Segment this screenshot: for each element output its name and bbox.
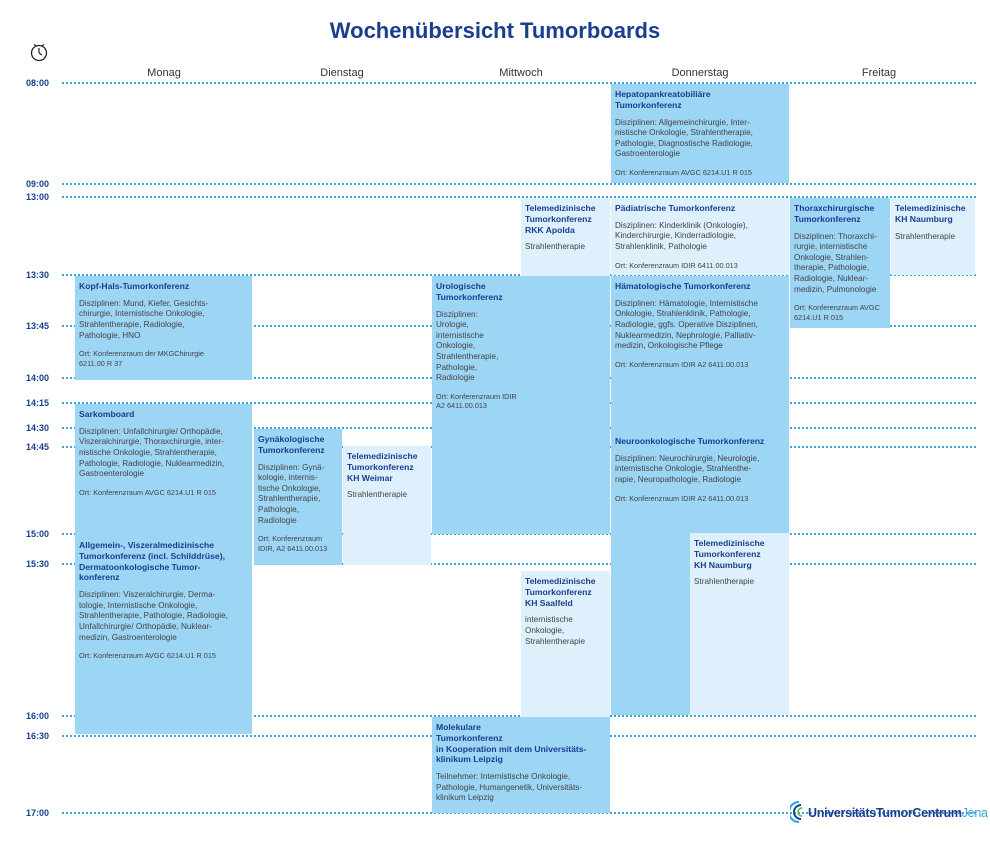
event-disciplines: internistische Onkologie, Strahlentherapie bbox=[525, 615, 586, 646]
grid-line bbox=[62, 82, 976, 84]
logo-text: UniversitätsTumorCentrum bbox=[808, 806, 962, 820]
event-disciplines: Disziplinen: Mund, Kiefer, Gesichts- chirurgie, Internistische Onkologie, Strahlentherapie, Radiologie, Pathologie, HNO bbox=[79, 298, 209, 340]
event-disciplines: Disziplinen: Kinderklinik (Onkologie), Kinderchirurgie, Kinderradiologie, Strahlenklinik, Pathologie bbox=[615, 220, 748, 251]
time-label-1530: 15:30 bbox=[26, 559, 50, 569]
event-disciplines: Strahlentherapie bbox=[895, 231, 956, 241]
event-title: Sarkomboard bbox=[79, 409, 135, 419]
grid-line bbox=[62, 183, 976, 185]
day-header-friday: Freitag bbox=[861, 67, 897, 79]
event-disciplines: Teilnehmer: Internistische Onkologie, Pathologie, Humangenetik, Universitäts- klinikum Leipzig bbox=[436, 772, 583, 803]
event-location: Ort: Konferenzraum AVGC 6214.U1 R 015 bbox=[615, 167, 752, 177]
event-disciplines: Disziplinen: Gynä- kologie, internis- tische Onkologie, Strahlentherapie, Pathologie, Radiologie bbox=[258, 462, 325, 525]
page-title: Wochenübersicht Tumorboards bbox=[329, 18, 661, 43]
logo-suffix: Jena bbox=[961, 806, 988, 820]
clock-icon bbox=[29, 42, 49, 62]
event-title: Telemedizinische Tumorkonferenz KH Naumburg bbox=[694, 538, 765, 570]
event-allgemein-viszeral[interactable] bbox=[75, 535, 252, 734]
event-disciplines: Disziplinen: Unfallchirurgie/ Orthopädie, Viszeralchirurgie, Thoraxchirurgie, inter- nistische Onkologie, Strahlentherapie, Pathologie, Radiologie, Nuklearmedizin, Gastroenterologie bbox=[79, 426, 225, 479]
event-title: Allgemein-, Viszeralmedizinische Tumorkonferenz (incl. Schilddrüse), Dermatoonkologische Tumor- konferenz bbox=[79, 540, 225, 583]
event-location: Ort: Konferenzraum IDIR A2 6411.00.013 bbox=[615, 493, 749, 503]
event-title: Kopf-Hals-Tumorkonferenz bbox=[79, 281, 190, 291]
time-label-1630: 16:30 bbox=[26, 731, 50, 741]
event-disciplines: Strahlentherapie bbox=[347, 490, 408, 500]
day-header-thursday: Donnerstag bbox=[671, 67, 729, 79]
event-disciplines: Strahlentherapie bbox=[525, 242, 586, 252]
time-label-0900: 09:00 bbox=[26, 179, 50, 189]
event-molekulare[interactable] bbox=[432, 717, 610, 813]
event-title: Urologische Tumorkonferenz bbox=[436, 281, 503, 302]
event-location: Ort: Konferenzraum IDIR, A2 6411.00.013 bbox=[258, 534, 328, 553]
event-urologische[interactable] bbox=[432, 276, 610, 534]
time-label-1700: 17:00 bbox=[26, 808, 50, 818]
event-location: Ort: Konferenzraum IDIR A2 6411.00.013 bbox=[436, 391, 517, 411]
event-title: Hämatologische Tumorkonferenz bbox=[615, 281, 751, 291]
event-disciplines: Disziplinen: Viszeralchirurgie, Derma- tologie, Internistische Onkologie, Strahlentherapie, Pathologie, Radiologie, Unfallchirurgie/ Orthopädie, Nuklear- medizin, Gastroenterologie bbox=[79, 590, 228, 642]
day-header-monday: Monag bbox=[147, 67, 181, 79]
event-title: Thoraxchirurgische Tumorkonferenz bbox=[794, 203, 875, 224]
event-paediatrische[interactable] bbox=[611, 198, 789, 275]
event-location: Ort: Konferenzraum AVGC 6214.U1 R 015 bbox=[79, 487, 216, 497]
event-title: Neuroonkologische Tumorkonferenz bbox=[615, 436, 765, 446]
time-label-1415: 14:15 bbox=[26, 398, 50, 408]
event-gynaekologische[interactable] bbox=[254, 429, 342, 565]
time-label-1330: 13:30 bbox=[26, 270, 50, 280]
utc-jena-logo bbox=[790, 800, 988, 826]
event-title: Pädiatrische Tumorkonferenz bbox=[615, 203, 736, 213]
event-thoraxchirurgische[interactable] bbox=[790, 198, 890, 328]
event-location: Ort: Konferenzraum AVGC 6214.U1 R 015 bbox=[794, 303, 880, 322]
day-header-tuesday: Dienstag bbox=[320, 67, 364, 79]
event-title: Telemedizinische KH Naumburg bbox=[895, 203, 966, 224]
event-disciplines: Disziplinen: Thoraxchi- rurgie, internistische Onkologie, Strahlen- therapie, Pathologie, Radiologie, Nuklear- medizin, Pulmonologie bbox=[794, 231, 877, 294]
event-location: Ort: Konferenzraum AVGC 6214.U1 R 015 bbox=[79, 651, 216, 661]
event-sarkomboard[interactable] bbox=[75, 404, 252, 535]
event-disciplines: Disziplinen: Neurochirurgie, Neurologie, internistische Onkologie, Strahlenthe- rapie, Neuropathologie, Radiologie bbox=[615, 453, 760, 484]
event-title: Telemedizinische Tumorkonferenz KH Saalfeld bbox=[525, 576, 596, 608]
time-label-1600: 16:00 bbox=[26, 711, 50, 721]
event-telemed-kh-naumburg-thu[interactable] bbox=[690, 533, 789, 715]
event-location: Ort: Konferenzraum der MKGChirurgie 6211.00 R 37 bbox=[79, 349, 204, 368]
event-telemed-kh-weimar[interactable] bbox=[343, 446, 431, 565]
event-hepatopankreatobiliaer[interactable] bbox=[611, 84, 789, 183]
event-title: Gynäkologische Tumorkonferenz bbox=[258, 434, 325, 455]
event-title: Hepatopankreatobiliäre Tumorkonferenz bbox=[615, 89, 711, 110]
event-kopf-hals[interactable] bbox=[75, 276, 252, 380]
time-label-0800: 08:00 bbox=[26, 78, 50, 88]
time-label-1500: 15:00 bbox=[26, 529, 50, 539]
event-telemed-kh-saalfeld[interactable] bbox=[521, 571, 610, 734]
time-label-1345: 13:45 bbox=[26, 321, 50, 331]
event-title: Telemedizinische Tumorkonferenz RKK Apolda bbox=[525, 203, 596, 235]
event-disciplines: Disziplinen: Hämatologie, Internistische Onkologie, Strahlenklinik, Pathologie, Radiologie, ggfs. Operative Disziplinen, Nuklearmedizin, Nephrologie, Palliativ- medizin, Onkologische Pflege bbox=[615, 298, 758, 351]
event-location: Ort: Konferenzraum IDIR A2 6411.00.013 bbox=[615, 359, 749, 369]
event-haematologische[interactable] bbox=[611, 276, 789, 431]
event-title: Molekulare Tumorkonferenz in Kooperation mit dem Universitäts- klinikum Leipzig bbox=[436, 722, 587, 765]
event-disciplines: Disziplinen: Allgemeinchirurgie, Inter- nistische Onkologie, Strahlentherapie, Pathologie, Diagnostische Radiologie, Gastroenterologie bbox=[615, 117, 753, 159]
event-disciplines: Disziplinen: Urologie, internistische Onkologie, Strahlentherapie, Pathologie, Radiologie bbox=[436, 309, 499, 383]
event-telemed-kh-naumburg-fri[interactable] bbox=[891, 198, 975, 275]
logo-mark-icon bbox=[790, 800, 808, 824]
time-label-1430: 14:30 bbox=[26, 423, 50, 433]
time-label-1400: 14:00 bbox=[26, 373, 50, 383]
event-disciplines: Strahlentherapie bbox=[694, 577, 755, 587]
event-title: Telemedizinische Tumorkonferenz KH Weimar bbox=[347, 451, 418, 483]
event-location: Ort: Konferenzraum IDIR 6411.00.013 bbox=[615, 260, 738, 270]
time-label-1445: 14:45 bbox=[26, 442, 50, 452]
day-header-wednesday: Mittwoch bbox=[499, 67, 543, 79]
time-label-1300: 13:00 bbox=[26, 192, 50, 202]
